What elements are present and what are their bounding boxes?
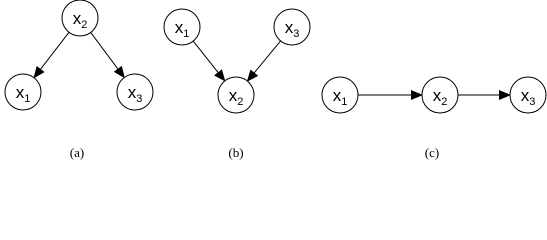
caption-c: (c) xyxy=(424,145,440,160)
svg-text:x2: $x_2$ xyxy=(228,86,244,108)
panel-a xyxy=(5,0,153,160)
node-b-x1 xyxy=(164,9,200,45)
edge-b-x1-x2 xyxy=(193,41,225,81)
svg-text:x2: $x_2$ xyxy=(72,9,88,31)
edge-a-x2-x3 xyxy=(91,32,125,77)
node-a-x1 xyxy=(5,74,41,110)
svg-text:x3: $x_3$ xyxy=(127,83,143,105)
svg-text:x3: $x_3$ xyxy=(284,18,300,40)
node-c-x2 xyxy=(422,77,458,113)
svg-text:x1: $x_1$ xyxy=(174,18,190,40)
svg-text:x1: $x_1$ xyxy=(15,83,31,105)
node-b-x3 xyxy=(274,9,310,45)
node-c-x1 xyxy=(322,77,358,113)
panel-c xyxy=(322,77,546,160)
node-a-x2 xyxy=(62,0,98,36)
edge-a-x2-x1 xyxy=(34,32,69,77)
caption-a: (a) xyxy=(69,145,85,160)
panel-b xyxy=(164,9,310,160)
svg-text:x2: $x_2$ xyxy=(432,86,448,108)
svg-text:x1: $x_1$ xyxy=(332,86,348,108)
node-b-x2 xyxy=(218,77,254,113)
node-a-x3 xyxy=(117,74,153,110)
edge-b-x3-x2 xyxy=(247,41,280,81)
caption-b: (b) xyxy=(228,145,244,160)
node-c-x3 xyxy=(510,77,546,113)
svg-text:x3: $x_3$ xyxy=(520,86,536,108)
